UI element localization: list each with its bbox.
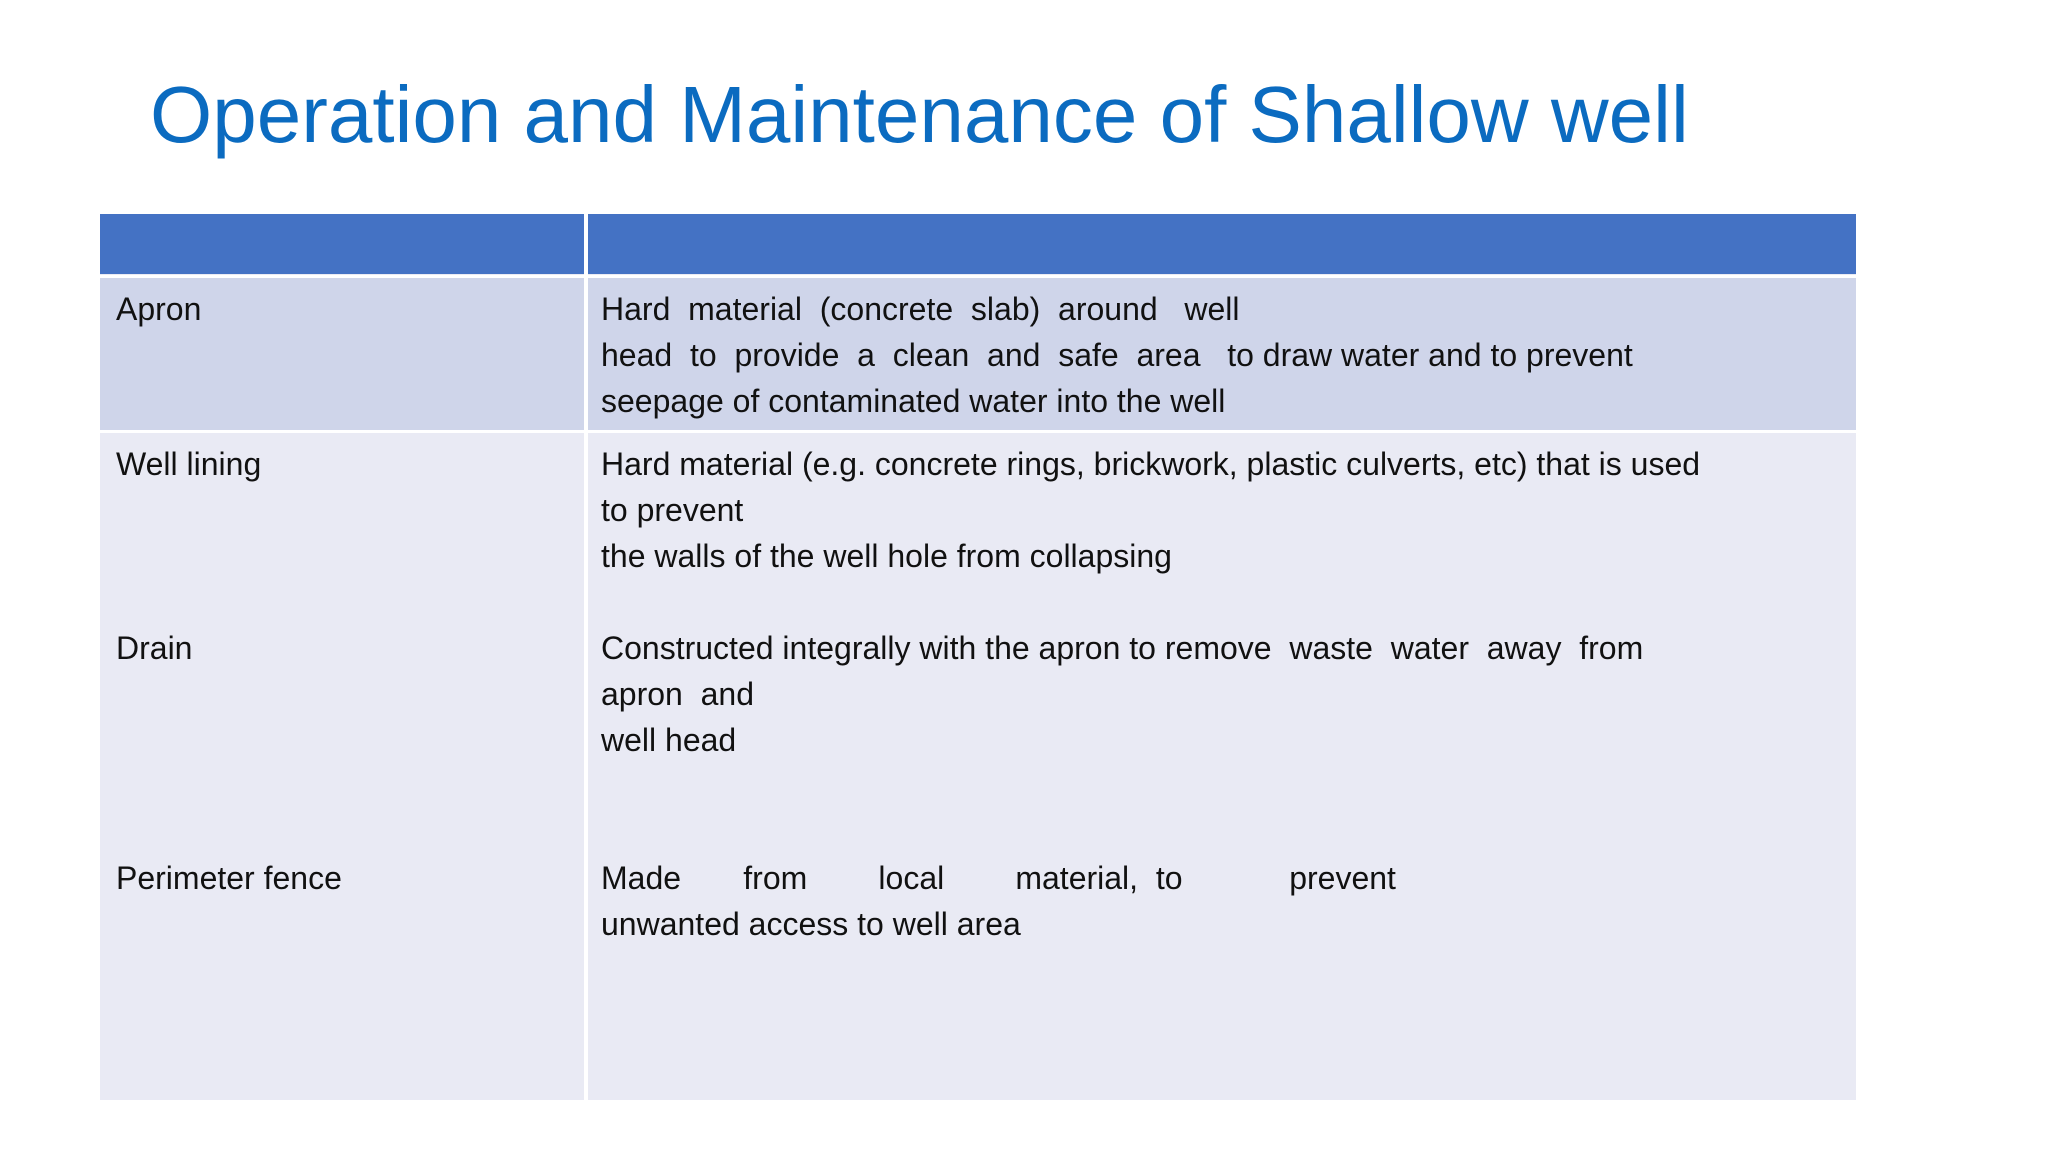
table-row-divider bbox=[100, 275, 1856, 278]
description-line: the walls of the well hole from collapsing bbox=[601, 538, 1172, 574]
definitions-table bbox=[100, 214, 1856, 1100]
description-line: Hard material (concrete slab) around well bbox=[601, 291, 1240, 327]
table-cell-term-apron bbox=[116, 286, 201, 332]
description-line: seepage of contaminated water into the well bbox=[601, 383, 1226, 419]
table-row-divider bbox=[100, 430, 1856, 433]
description-line: well head bbox=[601, 722, 737, 758]
description-line: unwanted access to well area bbox=[601, 906, 1021, 942]
term-text: Drain bbox=[116, 630, 193, 666]
description-line: Made from local material, to prevent bbox=[601, 860, 1396, 896]
table-cell-description-well-lining bbox=[601, 441, 1841, 579]
table-cell-term-well-lining bbox=[116, 441, 261, 487]
description-line: Constructed integrally with the apron to remove waste water away from bbox=[601, 630, 1644, 666]
term-text: Apron bbox=[116, 291, 202, 327]
table-cell-description-perimeter-fence bbox=[601, 855, 1841, 947]
slide-title: Operation and Maintenance of Shallow well bbox=[150, 70, 1689, 159]
description-line: Hard material (e.g. concrete rings, brickwork, plastic culverts, etc) that is used bbox=[601, 446, 1701, 482]
table-header-cell-term bbox=[100, 214, 584, 274]
table-cell-term-drain bbox=[116, 625, 192, 671]
table-column-divider bbox=[584, 214, 588, 1100]
description-line: apron and bbox=[601, 676, 755, 712]
table-cell-term-perimeter-fence bbox=[116, 855, 342, 901]
term-text: Well lining bbox=[116, 446, 262, 482]
description-line: to prevent bbox=[601, 492, 744, 528]
description-line: head to provide a clean and safe area to draw water and to prevent bbox=[601, 337, 1633, 373]
term-text: Perimeter fence bbox=[116, 860, 342, 896]
table-cell-description-apron bbox=[601, 286, 1841, 424]
table-cell-description-drain bbox=[601, 625, 1841, 763]
table-header-cell-description bbox=[588, 214, 1856, 274]
